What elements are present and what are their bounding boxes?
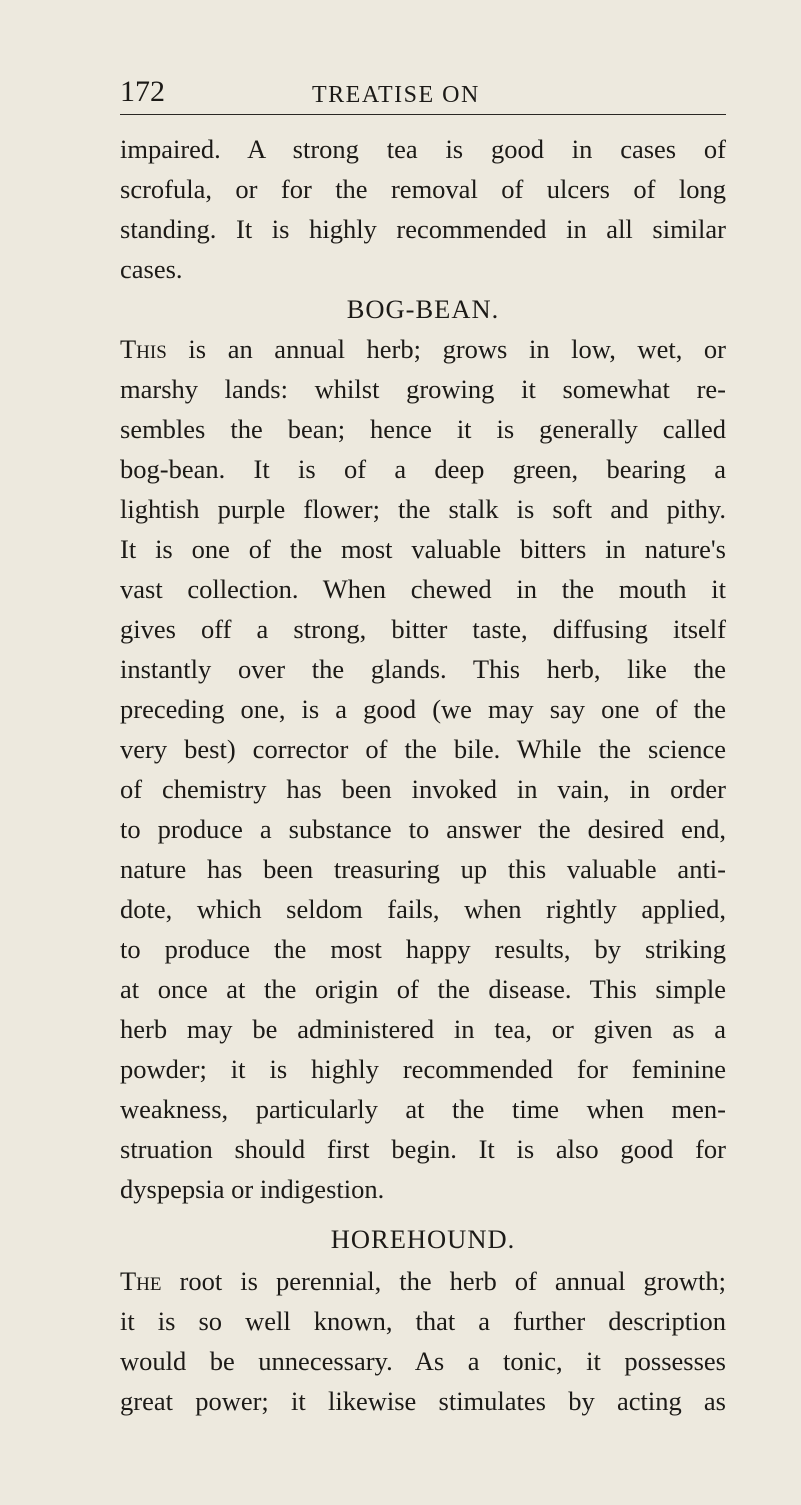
text-line: instantly over the glands. This herb, like the (120, 654, 726, 684)
section-first-line (120, 1261, 726, 1301)
first-line-text: root is perennial, the herb of annual growth; (161, 1266, 726, 1296)
text-line: would be unnecessary. As a tonic, it possesses (120, 1346, 726, 1376)
text-line: It is one of the most valuable bitters in nature's (120, 534, 726, 564)
text-line: preceding one, is a good (we may say one of the (120, 694, 726, 724)
text-line: powder; it is highly recommended for feminine (120, 1054, 726, 1084)
section-heading-horehound: HOREHOUND. (330, 1224, 516, 1254)
text-line: herb may be administered in tea, or given as a (120, 1014, 726, 1044)
text-line: of chemistry has been invoked in vain, in order (120, 774, 726, 804)
text-line: great power; it likewise stimulates by acting as (120, 1386, 726, 1416)
text-line: it is so well known, that a further description (120, 1306, 726, 1336)
text-line: scrofula, or for the removal of ulcers of long (120, 174, 726, 204)
section-heading-bogbean: BOG-BEAN. (346, 294, 500, 324)
lead-word: This (120, 334, 167, 364)
section-first-line (120, 329, 726, 369)
text-line: to produce a substance to answer the desired end, (120, 814, 726, 844)
text-line: weakness, particularly at the time when men- (120, 1094, 726, 1124)
page-number: 172 (120, 75, 165, 108)
text-line: gives off a strong, bitter taste, diffusing itself (120, 614, 726, 644)
running-head: TREATISE ON (312, 82, 480, 108)
text-line: at once at the origin of the disease. This simple (120, 974, 726, 1004)
text-line: impaired. A strong tea is good in cases of (120, 134, 726, 164)
text-line: cases. (120, 254, 183, 284)
text-line: dote, which seldom fails, when rightly applied, (120, 894, 726, 924)
text-line: sembles the bean; hence it is generally called (120, 414, 726, 444)
text-line: very best) corrector of the bile. While the science (120, 734, 726, 764)
lead-word: The (120, 1266, 162, 1296)
text-line: lightish purple flower; the stalk is soft and pithy. (120, 494, 726, 524)
text-line: vast collection. When chewed in the mouth it (120, 574, 726, 604)
first-line-text: is an annual herb; grows in low, wet, or (166, 334, 726, 364)
text-line: dyspepsia or indigestion. (120, 1174, 385, 1204)
page-header (120, 74, 726, 115)
text-line: nature has been treasuring up this valuable anti- (120, 854, 726, 884)
text-line: marshy lands: whilst growing it somewhat re- (120, 374, 726, 404)
text-line: to produce the most happy results, by striking (120, 934, 726, 964)
text-line: struation should first begin. It is also good for (120, 1134, 726, 1164)
body-text (120, 129, 726, 1421)
text-line: standing. It is highly recommended in all similar (120, 214, 726, 244)
text-line: bog-bean. It is of a deep green, bearing a (120, 454, 726, 484)
